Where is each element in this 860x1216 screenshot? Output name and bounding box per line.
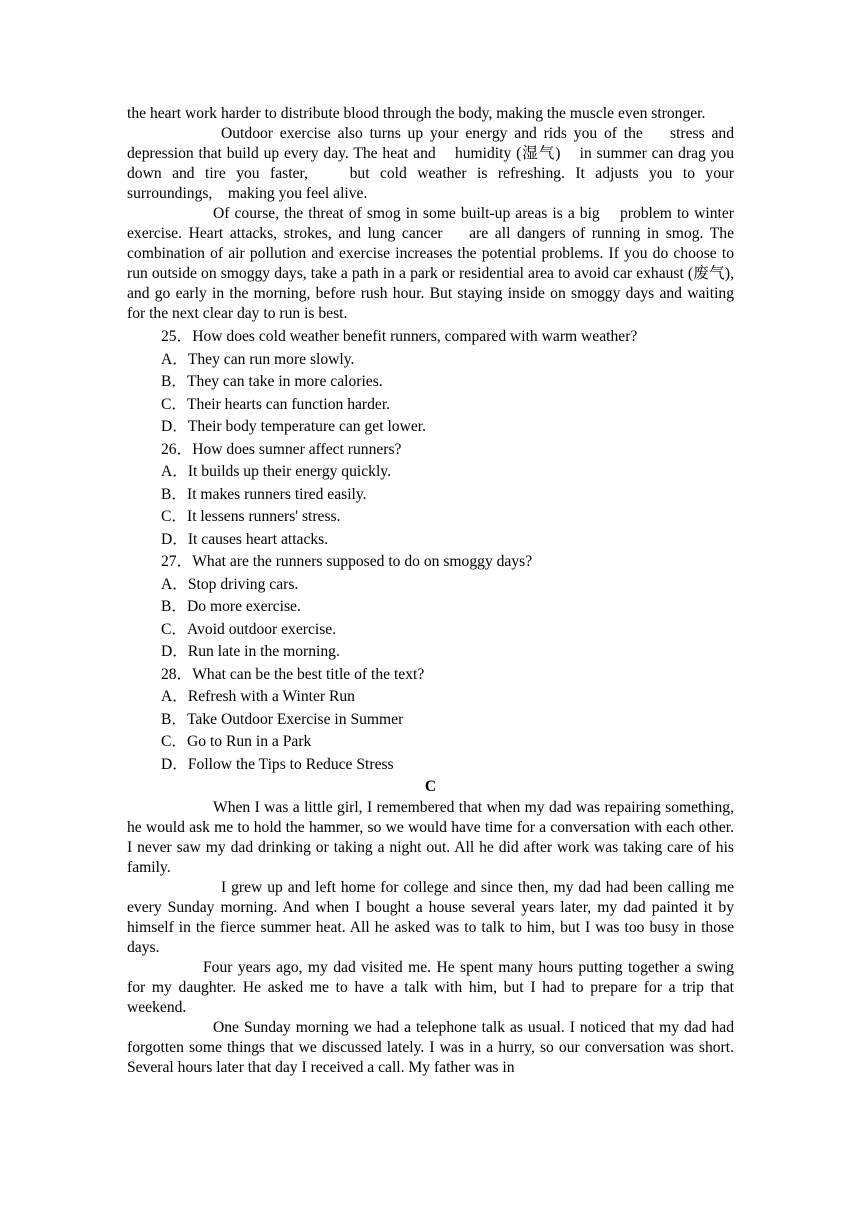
option-b: B．Do more exercise.: [161, 598, 301, 615]
option-d: D．Follow the Tips to Reduce Stress: [161, 755, 394, 773]
passage-b-paragraph-2: Outdoor exercise also turns up your energy and rids you of the stress and depression that build up every day. The heat and humidity (湿气) in summer can drag you down and tire you faster, but cold weather is refreshing. It adjusts you to your surroundings, making you feel alive.: [127, 125, 734, 202]
document-page: [127, 104, 734, 1078]
passage-b-paragraph-3: Of course, the threat of smog in some built-up areas is a big problem to winter exercise. Heart attacks, strokes, and lung cancer are all dangers of running in smog. The combination of air pollution and exercise increases the potential problems. If you do choose to run outside on smoggy days, take a path in a park or residential area to avoid car exhaust (废气), and go early in the morning, before rush hour. But staying inside on smoggy days and waiting for the next clear day to run is best.: [127, 205, 734, 322]
section-c-paragraph-4: One Sunday morning we had a telephone talk as usual. I noticed that my dad had forgotten some things that we discussed lately. I was in a hurry, so our conversation was short. Several hours later that day I received a call. My father was in: [127, 1019, 734, 1076]
section-c-paragraph-3: Four years ago, my dad visited me. He spent many hours putting together a swing for my daughter. He asked me to have a talk with him, but I had to prepare for a trip that weekend.: [127, 959, 734, 1016]
section-c-paragraph-1: When I was a little girl, I remembered that when my dad was repairing something, he would ask me to hold the hammer, so we would have time for a conversation with each other. I never saw my dad drinking or taking a night out. All he did after work was taking care of his family.: [127, 799, 734, 876]
option-d: D．Their body temperature can get lower.: [161, 418, 426, 435]
question-stem: 28．What can be the best title of the text?: [161, 665, 425, 683]
option-d: D．It causes heart attacks.: [161, 530, 329, 548]
option-c: C．Go to Run in a Park: [161, 733, 312, 750]
question-stem: 26．How does sumner affect runners?: [161, 440, 402, 458]
option-c: C．Their hearts can function harder.: [161, 395, 391, 413]
option-b: B．Take Outdoor Exercise in Summer: [161, 710, 404, 728]
option-a: A．Refresh with a Winter Run: [161, 688, 355, 705]
option-a: A．It builds up their energy quickly.: [161, 463, 391, 480]
option-a: A．Stop driving cars.: [161, 575, 299, 593]
question-27: [127, 551, 734, 664]
option-a: A．They can run more slowly.: [161, 350, 355, 368]
question-list: [127, 326, 734, 776]
question-stem: 25．How does cold weather benefit runners, compared with warm weather?: [161, 328, 638, 345]
option-b: B．They can take in more calories.: [161, 373, 383, 390]
option-d: D．Run late in the morning.: [161, 643, 340, 660]
question-28: [127, 664, 734, 777]
passage-b-paragraph-1: the heart work harder to distribute blood through the body, making the muscle even stronger.: [127, 105, 706, 122]
option-c: C．Avoid outdoor exercise.: [161, 620, 337, 638]
question-25: [127, 326, 734, 439]
question-stem: 27．What are the runners supposed to do on smoggy days?: [161, 553, 533, 570]
option-c: C．It lessens runners' stress.: [161, 508, 341, 525]
section-c-title: C: [424, 778, 437, 795]
section-c-paragraph-2: I grew up and left home for college and since then, my dad had been calling me every Sunday morning. And when I bought a house several years later, my dad painted it by himself in the fierce summer heat. All he asked was to talk to him, but I was too busy in those days.: [127, 879, 734, 956]
question-26: [127, 439, 734, 552]
option-b: B．It makes runners tired easily.: [161, 485, 367, 503]
